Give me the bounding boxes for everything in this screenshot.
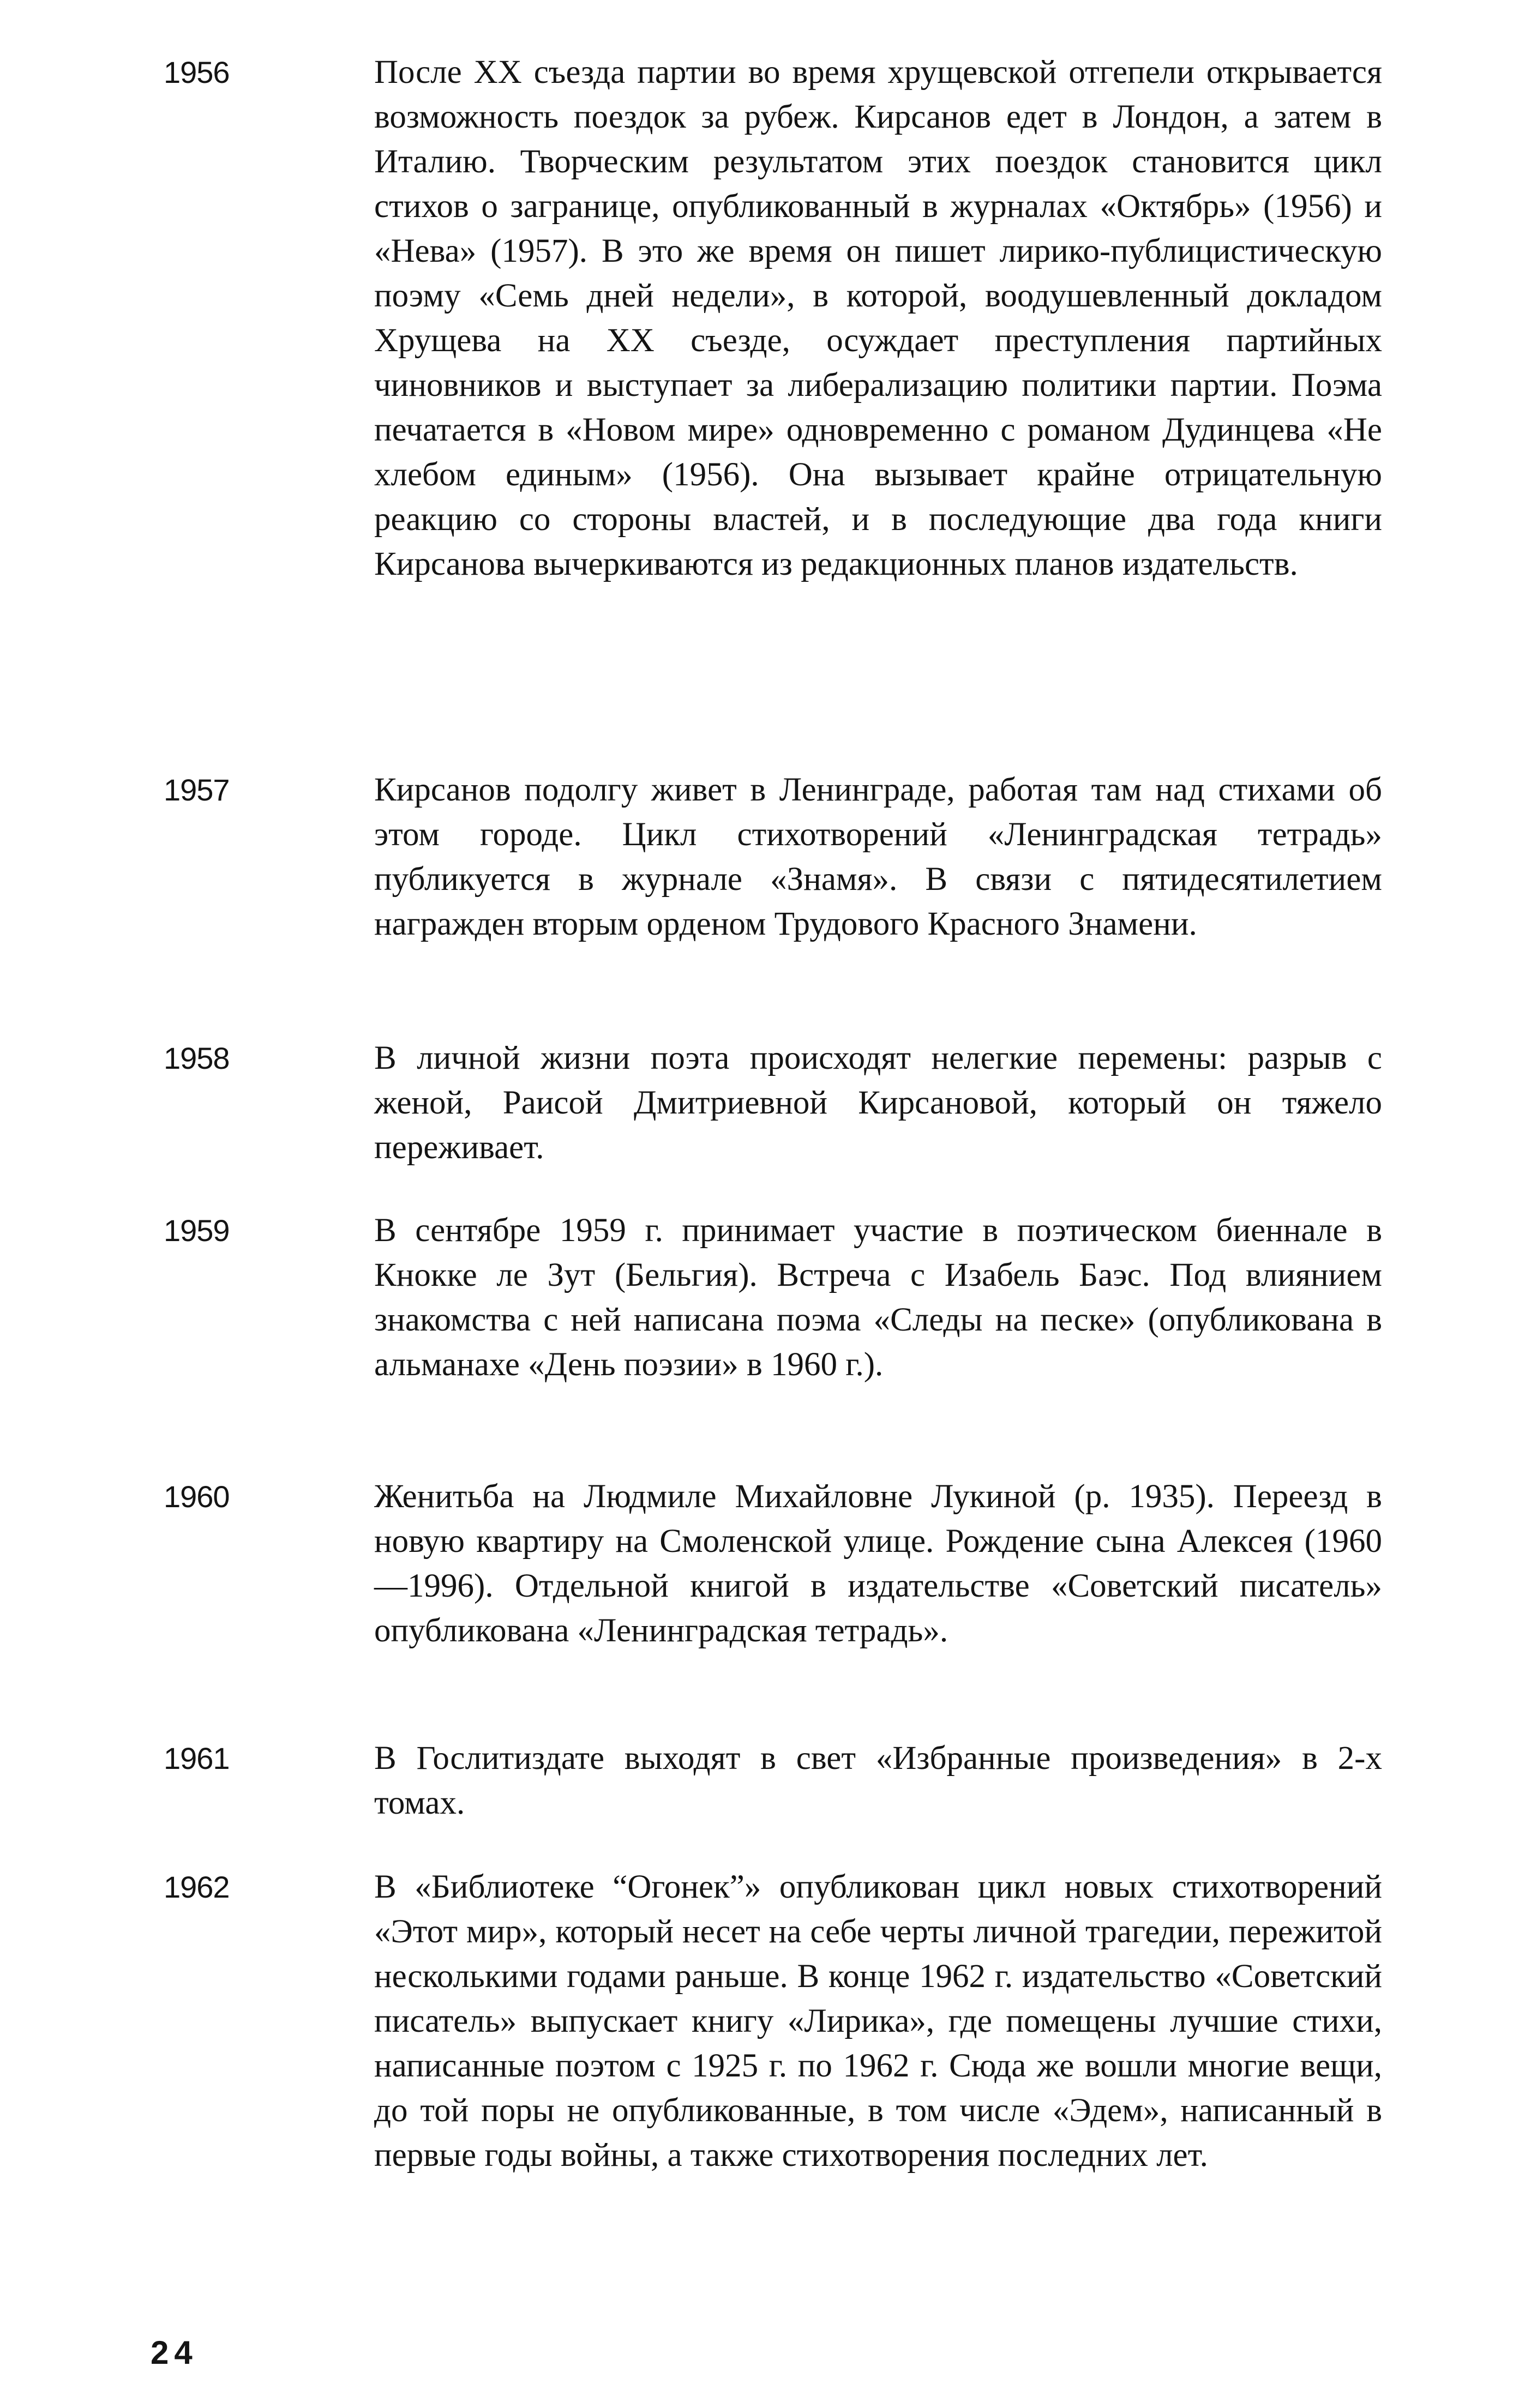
entry-year: 1961: [164, 1741, 230, 1775]
entry-text: Женитьба на Людмиле Михайловне Лукиной (р. 1935). Переезд в новую квартиру на Смоленской улице. Рождение сына Алексея (1960—1996). Отдельной книгой в издательстве «Советский писатель» опубликована «Ленинградская тетрадь».: [374, 1478, 1382, 1649]
entry-year: 1956: [164, 55, 230, 89]
entry-text: Кирсанов подолгу живет в Ленинграде, работая там над стихами об этом городе. Цикл стихотворений «Ленинградская тетрадь» публикуется в журнале «Знамя». В связи с пятидесятилетием награжден вторым орденом Трудового Красного Знамени.: [374, 772, 1382, 942]
entry-year: 1960: [164, 1479, 230, 1514]
entry-text: В Гослитиздате выходят в свет «Избранные произведения» в 2-х томах.: [374, 1740, 1382, 1821]
entry-year: 1958: [164, 1041, 230, 1075]
entry-year: 1962: [164, 1870, 230, 1904]
page-number: 24: [151, 2334, 198, 2371]
entry-year: 1959: [164, 1213, 230, 1248]
entry-text: В личной жизни поэта происходят нелегкие перемены: разрыв с женой, Раисой Дмитриевной Кирсановой, который он тяжело переживает.: [374, 1040, 1382, 1166]
entry-year: 1957: [164, 773, 230, 807]
entry-text: В сентябре 1959 г. принимает участие в поэтическом биеннале в Кнокке ле Зут (Бельгия). Встреча с Изабель Баэс. Под влиянием знакомства с ней написана поэма «Следы на песке» (опубликована в альманахе «День поэзии» в 1960 г.).: [374, 1212, 1382, 1383]
entry-text: В «Библиотеке “Огонек”» опубликован цикл новых стихотворений «Этот мир», который несет на себе черты личной трагедии, пережитой несколькими годами раньше. В конце 1962 г. издательство «Советский писатель» выпускает книгу «Лирика», где помещены лучшие стихи, написанные поэтом с 1925 г. по 1962 г. Сюда же вошли многие вещи, до той поры не опубликованные, в том числе «Эдем», написанный в первые годы войны, а также стихотворения последних лет.: [374, 1869, 1382, 2174]
entry-text: После XX съезда партии во время хрущевской отгепели открывается возможность поездок за рубеж. Кирсанов едет в Лондон, а затем в Италию. Творческим результатом этих поездок становится цикл стихов о загранице, опубликованный в журналах «Октябрь» (1956) и «Нева» (1957). В это же время он пишет лирико-публицистическую поэму «Семь дней недели», в которой, воодушевленный докладом Хрущева на XX съезде, осуждает преступления партийных чиновников и выступает за либерализацию политики партии. Поэма печатается в «Новом мире» одновременно с романом Дудинцева «Не хлебом единым» (1956). Она вызывает крайне отрицательную реакцию со стороны властей, и в последующие два года книги Кирсанова вычеркиваются из редакционных планов издательств.: [374, 54, 1382, 582]
